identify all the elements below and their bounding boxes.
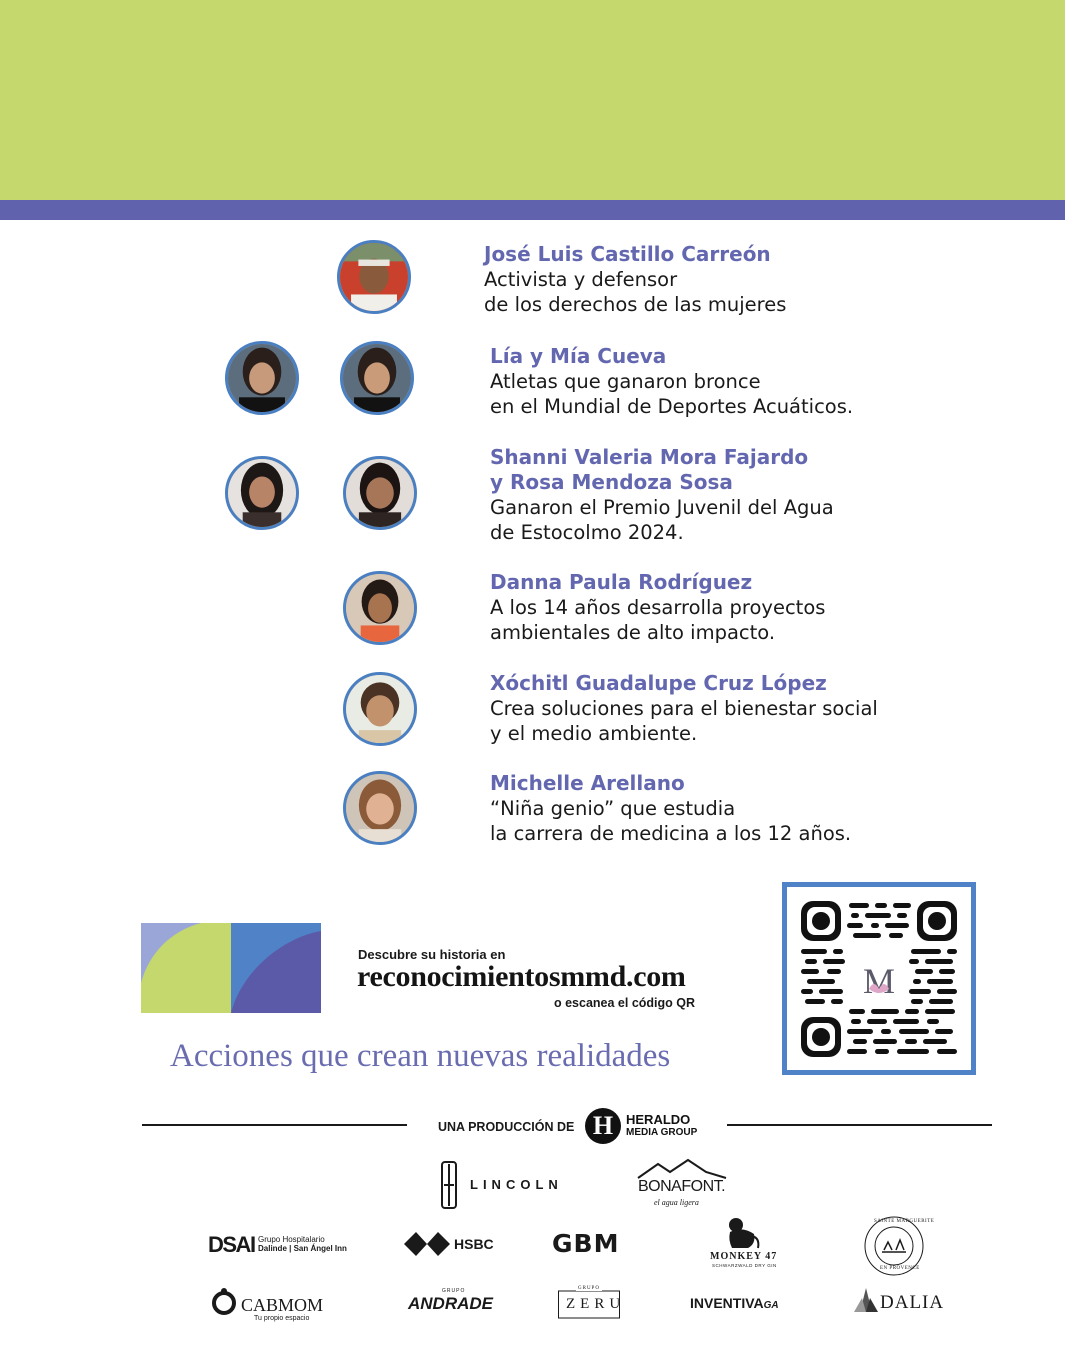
palm-trees-icon — [884, 1240, 904, 1250]
honoree-name: Shanni Valeria Mora Fajardo — [490, 445, 809, 469]
cabmom-wordmark: CABMOM — [241, 1295, 324, 1315]
heraldo-name: HERALDO — [626, 1112, 691, 1127]
honoree-description-line: Atletas que ganaron bronce — [490, 370, 761, 393]
avatar-lia-cueva — [225, 341, 299, 415]
production-label: UNA PRODUCCIÓN DE — [438, 1120, 575, 1134]
dsai-line1: Grupo Hospitalario — [258, 1235, 325, 1244]
avatar-shanni-mora — [225, 456, 299, 530]
qr-code[interactable] — [782, 882, 976, 1075]
bonafont-wordmark: BONAFONT. — [638, 1178, 726, 1195]
mountain-icon — [636, 1158, 728, 1180]
honoree-description-line: Activista y defensor — [484, 268, 678, 291]
heraldo-subname: MEDIA GROUP — [626, 1127, 698, 1138]
honoree-description-line: ambientales de alto impacto. — [490, 621, 776, 644]
heraldo-logo-icon: H — [585, 1108, 621, 1144]
bonafont-tagline: el agua ligera — [654, 1198, 699, 1207]
cabmom-tagline: Tu propio espacio — [254, 1315, 310, 1322]
lincoln-wordmark: LINCOLN — [470, 1177, 563, 1192]
inventiva-ga: GA — [763, 1300, 779, 1311]
honoree-name: Danna Paula Rodríguez — [490, 570, 753, 594]
honoree-description-line: de Estocolmo 2024. — [490, 521, 684, 544]
color-block-graphic — [141, 923, 321, 1013]
honoree-name: Xóchitl Guadalupe Cruz López — [490, 671, 827, 695]
monkey47-wordmark: MONKEY 47 — [710, 1251, 778, 1262]
monkey47-subline: SCHWARZWALD DRY GIN — [712, 1263, 777, 1268]
honoree-michelle-arellano — [490, 771, 851, 846]
top-color-band — [0, 0, 1065, 200]
avatar-michelle-arellano — [343, 771, 417, 845]
honoree-xochitl-cruz — [490, 671, 878, 746]
honoree-jose-luis — [484, 242, 786, 317]
top-stripe — [0, 200, 1065, 220]
honoree-description-line: la carrera de medicina a los 12 años. — [490, 822, 852, 845]
honoree-name: José Luis Castillo Carreón — [484, 242, 771, 266]
sainte-marguerite-logo — [862, 1216, 935, 1276]
avatar-xochitl-cruz — [343, 672, 417, 746]
honoree-description-line: Crea soluciones para el bienestar social — [490, 697, 878, 720]
inventiva-logo — [690, 1295, 779, 1311]
qr-center-letter: M — [862, 961, 896, 1001]
slogan: Acciones que crean nuevas realidades — [170, 1038, 671, 1074]
dsai-line2: Dalinde | San Ángel Inn — [258, 1244, 347, 1253]
gbm-logo: GBM — [552, 1229, 620, 1258]
honoree-description-line: A los 14 años desarrolla proyectos — [490, 596, 826, 619]
zeru-logo — [558, 1285, 626, 1319]
lincoln-star-icon — [440, 1161, 458, 1209]
honoree-mora-mendoza — [490, 445, 834, 545]
cta-intro: Descubre su historia en — [358, 947, 506, 962]
hsbc-hexagon-icon — [404, 1232, 450, 1256]
honoree-description-line: “Niña genio” que estudia — [490, 797, 736, 820]
avatar-danna-paula — [343, 571, 417, 645]
monkey-icon — [722, 1216, 762, 1250]
honoree-name: Michelle Arellano — [490, 771, 685, 795]
sainte-marguerite-bottom: EN PROVENCE — [880, 1266, 920, 1271]
avatar-jose-luis — [337, 240, 411, 314]
honoree-danna-paula — [490, 570, 825, 645]
avatar-mia-cueva — [340, 341, 414, 415]
inventiva-wordmark: INVENTIVA — [690, 1295, 764, 1311]
andrade-wordmark: ANDRADE — [408, 1294, 493, 1313]
dalia-flower-icon — [852, 1286, 880, 1314]
zeru-group: GRUPO — [578, 1286, 600, 1291]
honoree-description-line: en el Mundial de Deportes Acuáticos. — [490, 395, 854, 418]
divider-right — [727, 1124, 992, 1126]
honoree-name: Lía y Mía Cueva — [490, 344, 667, 368]
divider-left — [142, 1124, 407, 1126]
avatar-rosa-mendoza — [343, 456, 417, 530]
bonafont-logo — [636, 1158, 728, 1210]
dalia-wordmark: DALIA — [880, 1292, 945, 1313]
dsai-wordmark: DSAI — [208, 1232, 255, 1257]
honoree-description-line: y el medio ambiente. — [490, 722, 698, 745]
andrade-group: GRUPO — [442, 1288, 466, 1294]
monkey47-logo — [708, 1216, 778, 1268]
honoree-description-line: de los derechos de las mujeres — [484, 293, 787, 316]
zeru-wordmark: ZERU — [566, 1296, 626, 1312]
website-link[interactable]: reconocimientosmmd.com — [357, 960, 686, 993]
honoree-cueva — [490, 344, 853, 419]
sainte-marguerite-top: SAINTE MARGUERITE — [874, 1219, 935, 1224]
cabmom-icon — [212, 1287, 236, 1315]
scan-instruction: o escanea el código QR — [554, 996, 696, 1010]
hsbc-wordmark: HSBC — [454, 1236, 494, 1252]
honoree-name: y Rosa Mendoza Sosa — [490, 470, 733, 494]
honoree-description-line: Ganaron el Premio Juvenil del Agua — [490, 496, 834, 519]
